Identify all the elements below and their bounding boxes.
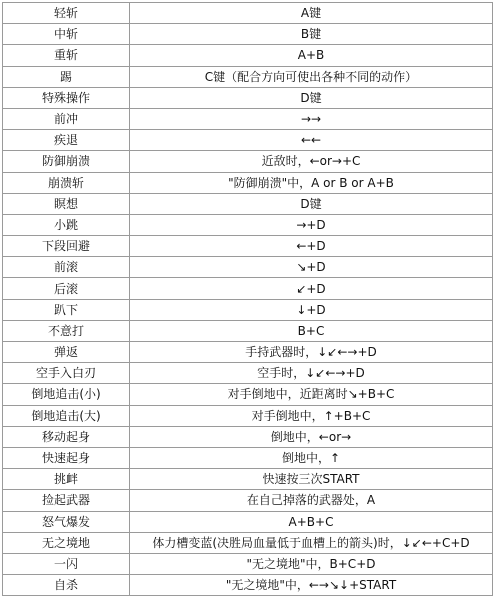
move-input-cell: 体力槽变蓝(决胜局血量低于血槽上的箭头)时，↓↙←+C+D [130, 532, 493, 553]
move-input-cell: "防御崩溃"中，A or B or A+B [130, 172, 493, 193]
move-input-cell: 对手倒地中，↑+B+C [130, 405, 493, 426]
move-name-cell: 快速起身 [3, 447, 130, 468]
table-row [3, 236, 493, 257]
table-row [3, 130, 493, 151]
move-name-cell: 趴下 [3, 299, 130, 320]
move-name-cell: 踢 [3, 66, 130, 87]
table-row [3, 553, 493, 574]
move-name-cell: 倒地追击(大) [3, 405, 130, 426]
move-input-cell: 近敌时，←or→+C [130, 151, 493, 172]
table-row [3, 278, 493, 299]
move-input-cell: 对手倒地中，近距离时↘+B+C [130, 384, 493, 405]
table-row [3, 469, 493, 490]
move-name-cell: 瞑想 [3, 193, 130, 214]
move-input-cell: →→ [130, 108, 493, 129]
table-row [3, 426, 493, 447]
move-input-cell: B+C [130, 320, 493, 341]
table-row [3, 532, 493, 553]
move-input-cell: ↙+D [130, 278, 493, 299]
move-name-cell: 下段回避 [3, 236, 130, 257]
move-name-cell: 一闪 [3, 553, 130, 574]
table-row [3, 193, 493, 214]
table-row [3, 214, 493, 235]
move-name-cell: 移动起身 [3, 426, 130, 447]
move-input-cell: A键 [130, 3, 493, 24]
table-row [3, 490, 493, 511]
table-row [3, 151, 493, 172]
table-row [3, 342, 493, 363]
move-name-cell: 前滚 [3, 257, 130, 278]
move-input-cell: D键 [130, 193, 493, 214]
move-name-cell: 捡起武器 [3, 490, 130, 511]
move-name-cell: 无之境地 [3, 532, 130, 553]
move-name-cell: 小跳 [3, 214, 130, 235]
table-row [3, 320, 493, 341]
move-name-cell: 疾退 [3, 130, 130, 151]
table-row [3, 108, 493, 129]
move-input-cell: A+B [130, 45, 493, 66]
move-name-cell: 崩溃斩 [3, 172, 130, 193]
table-row [3, 87, 493, 108]
table-row [3, 299, 493, 320]
move-input-cell: ←← [130, 130, 493, 151]
table-row [3, 45, 493, 66]
move-input-cell: 快速按三次START [130, 469, 493, 490]
move-input-cell: ↘+D [130, 257, 493, 278]
move-name-cell: 倒地追击(小) [3, 384, 130, 405]
move-name-cell: 弹返 [3, 342, 130, 363]
move-input-cell: "无之境地"中，←→↘↓+START [130, 575, 493, 596]
move-input-cell: C键（配合方向可使出各种不同的动作） [130, 66, 493, 87]
table-row [3, 24, 493, 45]
move-input-cell: 在自己掉落的武器处，A [130, 490, 493, 511]
move-name-cell: 后滚 [3, 278, 130, 299]
move-input-cell: B键 [130, 24, 493, 45]
move-name-cell: 特殊操作 [3, 87, 130, 108]
move-name-cell: 防御崩溃 [3, 151, 130, 172]
table-row [3, 405, 493, 426]
table-row [3, 172, 493, 193]
move-input-cell: ↓+D [130, 299, 493, 320]
move-name-cell: 空手入白刃 [3, 363, 130, 384]
table-row [3, 384, 493, 405]
move-input-cell: 空手时，↓↙←→+D [130, 363, 493, 384]
move-input-cell: A+B+C [130, 511, 493, 532]
move-list-table [2, 2, 493, 596]
move-name-cell: 重斩 [3, 45, 130, 66]
move-name-cell: 怒气爆发 [3, 511, 130, 532]
move-name-cell: 自杀 [3, 575, 130, 596]
move-name-cell: 挑衅 [3, 469, 130, 490]
move-input-cell: "无之境地"中，B+C+D [130, 553, 493, 574]
table-row [3, 447, 493, 468]
move-input-cell: ←+D [130, 236, 493, 257]
move-input-cell: 手持武器时，↓↙←→+D [130, 342, 493, 363]
table-row [3, 363, 493, 384]
move-name-cell: 不意打 [3, 320, 130, 341]
table-row [3, 257, 493, 278]
move-name-cell: 轻斩 [3, 3, 130, 24]
move-input-cell: D键 [130, 87, 493, 108]
move-name-cell: 中斩 [3, 24, 130, 45]
move-input-cell: →+D [130, 214, 493, 235]
move-input-cell: 倒地中，↑ [130, 447, 493, 468]
table-row [3, 3, 493, 24]
table-row [3, 511, 493, 532]
move-input-cell: 倒地中，←or→ [130, 426, 493, 447]
table-row [3, 66, 493, 87]
move-name-cell: 前冲 [3, 108, 130, 129]
